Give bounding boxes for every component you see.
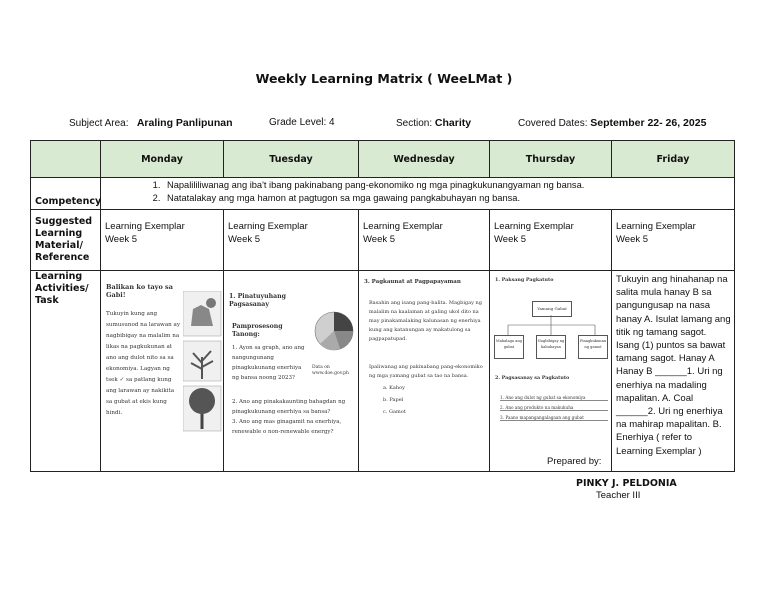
tuesday-heading: 1. Pinatuyuhang Pagsasanay — [229, 293, 286, 308]
section — [396, 117, 471, 129]
document-title: Weekly Learning Matrix ( WeeLMat ) — [255, 71, 513, 86]
tree-canopy — [189, 388, 215, 414]
competency-label: Competency — [31, 178, 101, 210]
material-title: Learning Exemplar — [616, 221, 696, 232]
thursday-line: 3. Paano mapangangalagaan ang gubat — [500, 415, 608, 421]
day-header-tuesday: Tuesday — [224, 141, 359, 178]
tuesday-question-2: 2. Ano ang pinakakaunting bahagdan ng pinagkukunang enerhiya sa bansa? — [232, 399, 346, 415]
monday-pictures — [183, 291, 223, 441]
wednesday-worksheet-image — [359, 271, 489, 469]
grade-level: Grade Level: 4 — [269, 117, 335, 128]
tuesday-worksheet-image — [224, 271, 358, 469]
activity-cell-tuesday — [224, 271, 359, 472]
thursday-line: 1. Ano ang dulot ng gubat sa ekonomiya — [500, 395, 608, 401]
activity-cell-monday — [101, 271, 224, 472]
thursday-line: 2. Ano ang produkto na makukuha — [500, 405, 608, 411]
material-week: Week 5 — [228, 234, 261, 245]
competency-list — [101, 178, 734, 204]
material-cell-tuesday — [224, 210, 359, 271]
competency-item: 1. Napalililiwanag ang iba't ibang pakinabang pang-ekonomiko ng mga pinagkukunangyaman ng bansa. — [163, 179, 734, 192]
covered-dates-value: September 22- 26, 2025 — [590, 117, 707, 129]
material-cell-thursday — [490, 210, 612, 271]
day-header-monday: Monday — [101, 141, 224, 178]
material-title: Learning Exemplar — [494, 221, 574, 232]
tuesday-subheading: Pamprosesong Tanong: — [232, 323, 283, 338]
subject-area-value: Araling Panlipunan — [136, 117, 233, 129]
wednesday-question: Ipaliwanag ang pakinabang pang-ekonomiko ng mga yamang gubat sa tao na bansa. — [369, 364, 483, 379]
material-row — [31, 210, 735, 271]
concept-map-child: Nagbibigay ng kabuhayan — [536, 335, 566, 359]
chart-caption: Data on www.doe.gov.ph — [312, 365, 349, 376]
competency-row — [31, 178, 735, 210]
material-week: Week 5 — [363, 234, 396, 245]
section-label: Section: — [396, 118, 433, 129]
material-week: Week 5 — [494, 234, 527, 245]
monday-instructions: Tukuyin kung ang sumusunod na larawan ay nagbibigay na malalim na likas na pagkukunan at ano ang dulot nito sa sa ekonomiya. Lagyan ng tsek ✓ sa patlang kung ang larawan ay nakikita sa gubat at ekis kung hindi. — [106, 311, 181, 416]
connector-line — [508, 315, 595, 335]
concept-map-root: Yamang Gubat — [532, 301, 572, 317]
activities-label: Learning Activities/ Task — [31, 271, 101, 472]
learning-matrix-table — [30, 140, 735, 472]
material-title: Learning Exemplar — [105, 221, 185, 232]
activities-row — [31, 271, 735, 472]
material-title: Learning Exemplar — [228, 221, 308, 232]
material-cell-friday — [612, 210, 735, 271]
concept-map-child: Pinagkukunan ng gamot — [578, 335, 608, 359]
wednesday-option: c. Gamot — [383, 409, 406, 415]
competency-cell — [101, 178, 735, 210]
activity-cell-wednesday — [359, 271, 490, 472]
teacher-name: PINKY J. PELDONIA — [576, 478, 677, 489]
wednesday-option: a. Kahoy — [383, 385, 405, 391]
tuesday-question-3: 3. Ano ang mas ginagamit na enerhiya, renewable o non-renewable energy? — [232, 419, 342, 435]
concept-map-child: Mahalaga ang gubat — [494, 335, 524, 359]
material-label: Suggested Learning Material/ Reference — [31, 210, 101, 271]
day-header-friday: Friday — [612, 141, 735, 178]
wednesday-heading: 3. Pagkaunat at Pagpapayaman — [364, 279, 461, 285]
thursday-worksheet-image — [490, 271, 611, 469]
thursday-section: 2. Pagsasanay sa Pagkatuto — [495, 375, 570, 381]
material-title: Learning Exemplar — [363, 221, 443, 232]
corner-cell — [31, 141, 101, 178]
competency-item: 2. Natatalakay ang mga hamon at pagtugon sa mga gawaing pangkabuhayan ng bansa. — [163, 192, 734, 205]
energy-pie-chart — [312, 301, 356, 361]
day-header-wednesday: Wednesday — [359, 141, 490, 178]
tuesday-question-1: 1. Ayon sa graph, ano ang nangungunang pinagkukunang enerhiya ng bansa noong 2023? — [232, 345, 305, 381]
wednesday-option: b. Papel — [383, 397, 404, 403]
table-header-row — [31, 141, 735, 178]
material-week: Week 5 — [105, 234, 138, 245]
subject-area — [69, 117, 233, 129]
animal-head — [206, 298, 216, 308]
activity-cell-thursday — [490, 271, 612, 472]
material-cell-monday — [101, 210, 224, 271]
subject-area-label: Subject Area: — [69, 118, 129, 129]
covered-dates — [518, 117, 706, 129]
material-week: Week 5 — [616, 234, 649, 245]
prepared-by-label: Prepared by: — [547, 456, 602, 467]
material-cell-wednesday — [359, 210, 490, 271]
teacher-position: Teacher III — [596, 490, 641, 501]
activity-cell-friday: Tukuyin ang hinahanap na salita mula hanay B sa pangungusap na nasa hanay A. Isulat lamang ang titik ng tamang sagot. Isang (1) puntos sa bawat tamang sagot. Hanay A Hanay B ______1. Uri ng enerhiya na madaling mapalitan. A. Coal ______2. Uri ng enerhiya na mahirap mapalitan. B. Enerhiya ( refer to Learning Exemplar ) — [612, 271, 735, 472]
monday-worksheet-image — [101, 271, 223, 469]
wednesday-reading: Basahin ang isang pang-balita. Magbigay ng malalim na kaalaman at galing ukol dito na may pinakamalaking kalunasan ng enerhiya kung ang katanungan ay makatulong sa pagpapatupad. — [369, 300, 482, 342]
covered-dates-label: Covered Dates: — [518, 118, 588, 129]
thursday-heading: 1. Paksang Pagkatuto — [495, 277, 554, 283]
pie-slice — [334, 312, 353, 331]
section-value: Charity — [434, 117, 472, 129]
monday-heading: Balikan ko tayo sa Gabi! — [106, 283, 173, 300]
day-header-thursday: Thursday — [490, 141, 612, 178]
